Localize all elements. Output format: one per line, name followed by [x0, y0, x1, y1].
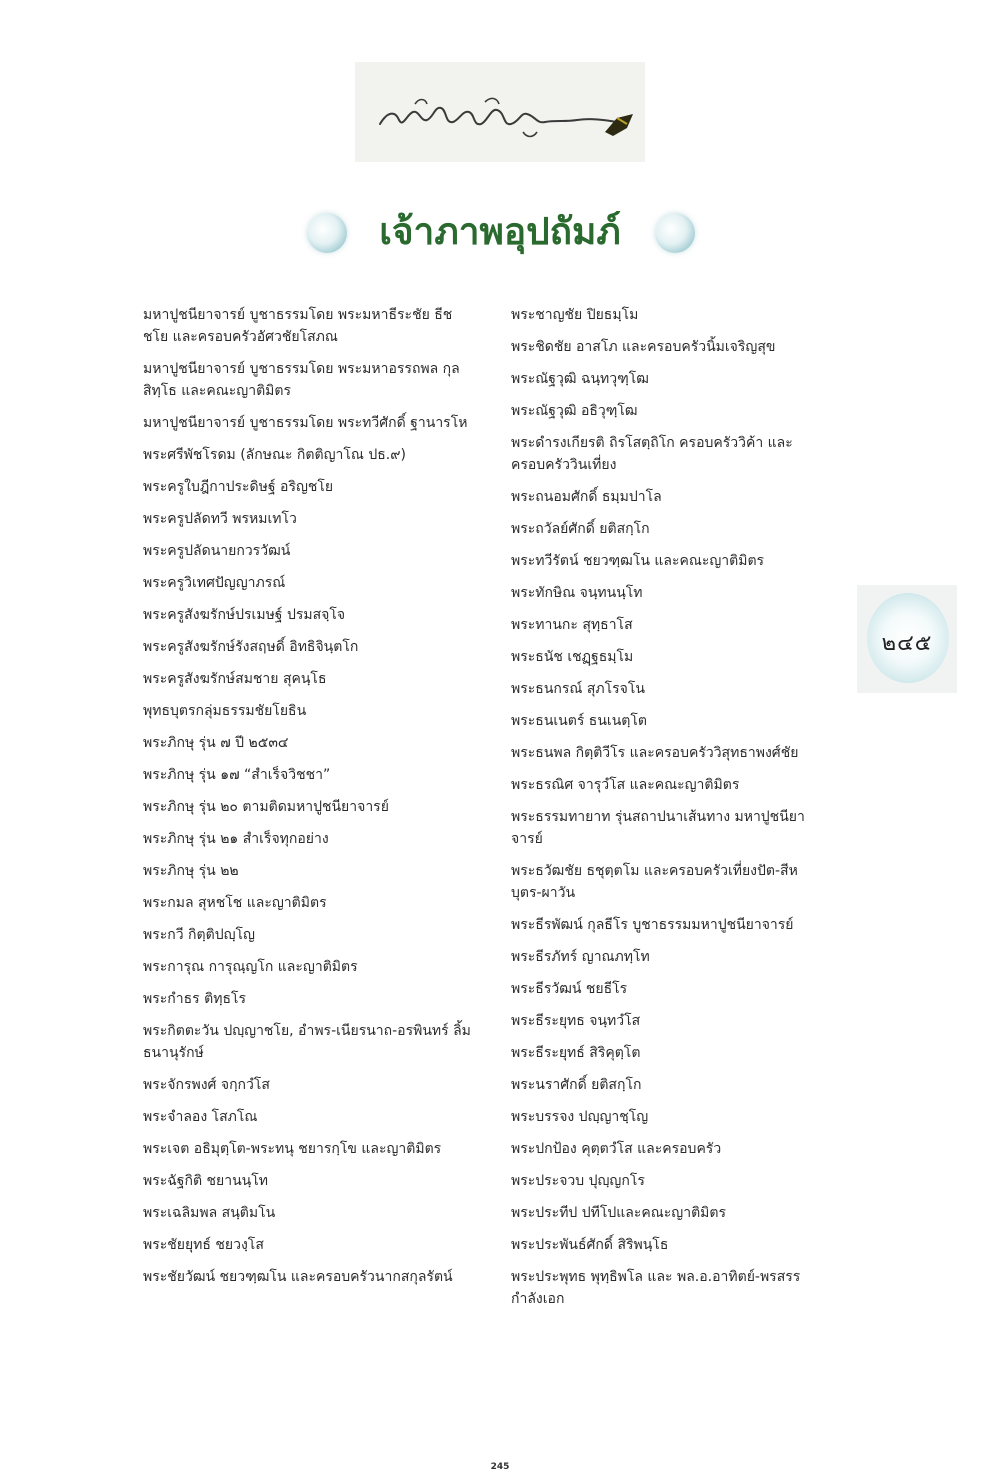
sponsor-entry: พระดำรงเกียรติ ถิรโสตฺถิโก ครอบครัววิค้า และครอบครัววินเที่ยง — [511, 435, 793, 473]
sponsor-entry: พระธวัฒชัย ธชุตฺตโม และครอบครัวเที่ยงปัต-สีหบุตร-ผาวัน — [511, 863, 798, 901]
sponsor-entry: พระธนเนตร์ ธนเนตฺโต — [511, 713, 647, 729]
sponsor-entry: พระภิกษุ รุ่น ๗ ปี ๒๕๓๔ — [143, 735, 289, 751]
sponsor-entry: พระจักรพงศ์ จกฺกวํโส — [143, 1077, 270, 1093]
sponsor-entry: พระชิดชัย อาสโภ และครอบครัวนิ้มเจริญสุข — [511, 339, 776, 355]
signature-image — [355, 62, 645, 162]
sponsor-entry: พระเจต อธิมุตฺโต-พระทนุ ชยารกฺโข และญาติมิตร — [143, 1141, 442, 1157]
sponsor-entry: พระบรรจง ปญฺญาชฺโญ — [511, 1109, 649, 1125]
sponsor-entry: พระประทีป ปทีโปและคณะญาติมิตร — [511, 1205, 726, 1221]
sponsor-entry: พระณัฐวุฒิ ฉนฺทวุฑฺโฒ — [511, 371, 649, 387]
sponsor-entry: พระจำลอง โสภโณ — [143, 1109, 258, 1125]
sponsor-entry: พระภิกษุ รุ่น ๒๐ ตามติดมหาปูชนียาจารย์ — [143, 799, 389, 815]
sponsor-entry: พระครูสังฆรักษ์รังสฤษดิ์ อิทธิจินฺตโก — [143, 639, 359, 655]
sponsor-entry: มหาปูชนียาจารย์ บูชาธรรมโดย พระทวีศักดิ์ ฐานารโห — [143, 415, 468, 431]
sponsor-entry: พระณัฐวุฒิ อธิวุฑฺโฒ — [511, 403, 638, 419]
left-sponsor-column — [143, 304, 473, 1298]
sponsor-entry: พระทานกะ สุทฺธาโส — [511, 617, 633, 633]
sponsor-entry: พระธนพล กิตฺติวีโร และครอบครัววิสุทธาพงศ์ชัย — [511, 745, 799, 761]
sponsor-entry: พระธีระยุทธ จนฺทวํโส — [511, 1013, 641, 1029]
sponsor-entry: พระศรีพัชโรดม (ลักษณะ กิตติญาโณ ปธ.๙) — [143, 447, 406, 463]
decorative-orb-icon — [307, 213, 347, 253]
title-row — [0, 196, 1000, 276]
page-number: 245 — [490, 1462, 510, 1472]
side-page-number: ๒๔๕ — [881, 631, 933, 656]
sponsor-entry: พระธนกรณ์ สุภโรจโน — [511, 681, 645, 697]
sponsor-entry: พระชัยวัฒน์ ชยวฑฺฒโน และครอบครัวนากสกุลรัตน์ — [143, 1269, 453, 1285]
sponsor-entry: พระชัยยุทธ์ ชยวงฺโส — [143, 1237, 264, 1253]
sponsor-entry: พระธีรวัฒน์ ชยธีโร — [511, 981, 628, 997]
sponsor-entry: พระธรณิศ จารุวํโส และคณะญาติมิตร — [511, 777, 740, 793]
sponsor-entry: มหาปูชนียาจารย์ บูชาธรรมโดย พระมหาอรรถพล กุลสิทฺโธ และคณะญาติมิตร — [143, 361, 460, 399]
sponsor-entry: พระทวีรัตน์ ชยวฑฺฒโน และคณะญาติมิตร — [511, 553, 765, 569]
sponsor-entry: พระประพันธ์ศักดิ์ สิริพนฺโธ — [511, 1237, 669, 1253]
sponsor-entry: พระภิกษุ รุ่น ๒๒ — [143, 863, 239, 879]
sponsor-entry: พระปกป้อง คุตฺตวํโส และครอบครัว — [511, 1141, 722, 1157]
page-title: เจ้าภาพอุปถัมภ์ — [379, 210, 621, 253]
sponsor-entry: พระครูใบฎีกาประดิษฐ์ อริญชโย — [143, 479, 334, 495]
sponsor-entry: พระธีรพัฒน์ กุลธีโร บูชาธรรมมหาปูชนียาจารย์ — [511, 917, 794, 933]
sponsor-entry: พระธรรมทายาท รุ่นสถาปนาเส้นทาง มหาปูชนียาจารย์ — [511, 809, 805, 847]
sponsor-entry: พระประพุทธ พุทฺธิพโล และ พล.อ.อาทิตย์-พรสรร กำลังเอก — [511, 1269, 801, 1307]
sponsor-entry: พระครูสังฆรักษ์สมชาย สุคนฺโธ — [143, 671, 327, 687]
sponsor-entry: พระครูปลัดนายกวรวัฒน์ — [143, 543, 291, 559]
sponsor-entry: พระธีระยุทธ์ สิริคุตฺโต — [511, 1045, 641, 1061]
sponsor-entry: พระกมล สุหชโช และญาติมิตร — [143, 895, 327, 911]
sponsor-entry: พระครูวิเทศปัญญาภรณ์ — [143, 575, 286, 591]
sponsor-entry: พระชาญชัย ปิยธมฺโม — [511, 307, 639, 323]
sponsor-entry: พระกวี กิตฺติปญฺโญ — [143, 927, 255, 943]
sponsor-entry: พระการุณ การุณฺญโก และญาติมิตร — [143, 959, 358, 975]
sponsor-entry: พระฉัฐกิติ ชยานนฺโท — [143, 1173, 269, 1189]
sponsor-entry: พระธนัช เชฏฺฐธมฺโม — [511, 649, 634, 665]
sponsor-entry: พุทธบุตรกลุ่มธรรมชัยโยธิน — [143, 703, 307, 719]
side-page-badge — [857, 585, 957, 693]
sponsor-entry: พระเฉลิมพล สนฺติมโน — [143, 1205, 276, 1221]
sponsor-entry: พระกิตตะวัน ปญฺญาชโย, อำพร-เนียรนาถ-อรพินทร์ ลิ้มธนานุรักษ์ — [143, 1023, 471, 1061]
sponsor-entry: พระกำธร ติทฺธโร — [143, 991, 247, 1007]
sponsor-entry: พระภิกษุ รุ่น ๑๗ “สำเร็จวิชชา” — [143, 767, 331, 783]
sponsor-entry: พระถวัลย์ศักดิ์ ยติสกฺโก — [511, 521, 650, 537]
right-sponsor-column — [511, 304, 811, 1320]
sponsor-entry: พระครูปลัดทวี พรหมเทโว — [143, 511, 297, 527]
sponsor-entry: พระครูสังฆรักษ์ปรเมษฐ์ ปรมสจฺโจ — [143, 607, 346, 623]
sponsor-entry: พระถนอมศักดิ์ ธมฺมปาโล — [511, 489, 662, 505]
sponsor-entry: พระประจวบ ปุญฺญกโร — [511, 1173, 645, 1189]
sponsor-entry: มหาปูชนียาจารย์ บูชาธรรมโดย พระมหาธีระชัย ธีชชโย และครอบครัวอัศวชัยโสภณ — [143, 307, 453, 345]
sponsor-entry: พระภิกษุ รุ่น ๒๑ สำเร็จทุกอย่าง — [143, 831, 329, 847]
sponsor-entry: พระนราศักดิ์ ยติสกฺโก — [511, 1077, 642, 1093]
sponsor-entry: พระธีรภัทร์ ญาณภทฺโท — [511, 949, 650, 965]
sponsor-entry: พระทักษิณ จนฺทนนฺโท — [511, 585, 643, 601]
decorative-orb-icon — [655, 213, 695, 253]
